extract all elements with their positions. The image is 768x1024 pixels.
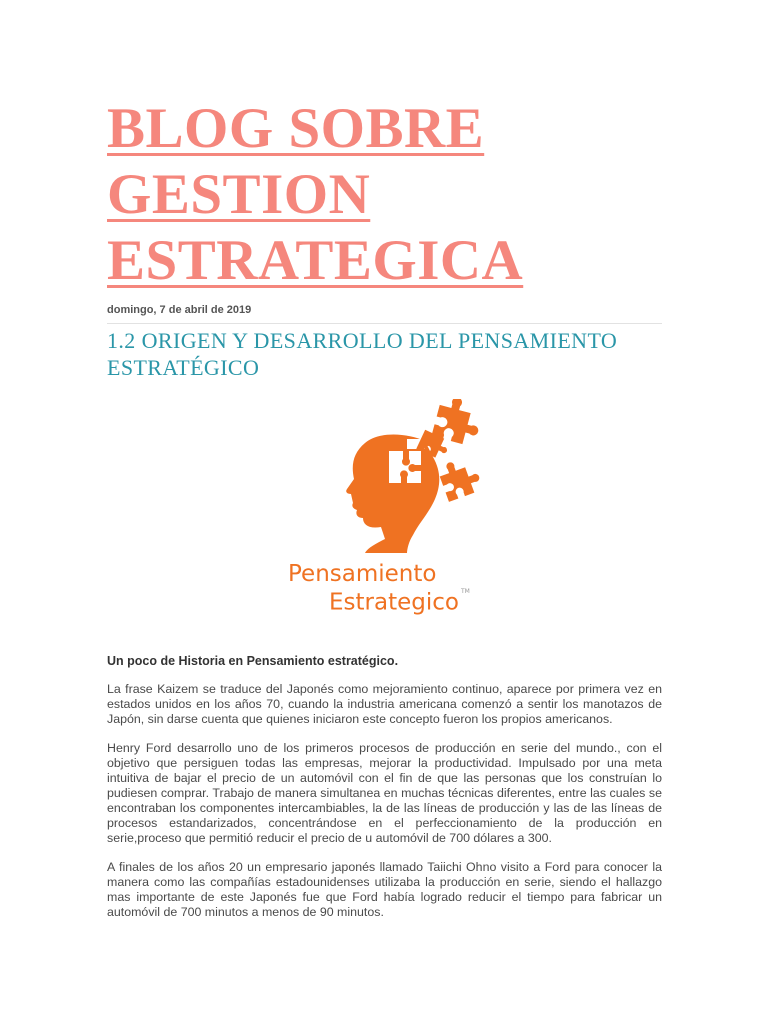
blog-title[interactable] [107,0,662,294]
image-caption-line-1: Pensamiento [288,561,437,587]
section-heading: Un poco de Historia en Pensamiento estratégico. [107,654,399,668]
image-caption-line-2 [288,587,488,616]
image-caption-line-2-text: Estrategico [329,589,459,616]
blog-title-line-2[interactable]: GESTION [107,163,371,226]
blog-title-line-1[interactable]: BLOG SOBRE [107,97,485,160]
post-title[interactable] [107,327,662,381]
paragraph-3: A finales de los años 20 un empresario japonés llamado Taiichi Ohno visito a Ford para conocer la manera como las compañías estadounidenses utilizaba la producción en serie, siendo el hallazgo mas importante de este Japonés fue que Ford había logrado reducir el tiempo para fabricar un automóvil de 700 minutos a menos de 90 minutos. [107,860,662,919]
post-title-line-2[interactable]: ESTRATÉGICO [107,355,260,380]
image-caption [288,561,488,616]
blog-title-line-3[interactable]: ESTRATEGICA [107,229,524,292]
post-title-line-1[interactable]: 1.2 ORIGEN Y DESARROLLO DEL PENSAMIENTO [107,328,618,353]
paragraph-2: Henry Ford desarrollo uno de los primeros procesos de producción en serie del mundo., con el objetivo que persiguen todas las empresas, mejorar la productividad. Impulsado por una meta intuitiva de bajar el precio de un automóvil con el fin de que las personas que los construían lo pudiesen comprar. Trabajo de manera simultanea en muchas técnicas diferentes, entre las cuales se encontraban los componentes intercambiables, la de las líneas de producción y las de las líneas de procesos estandarizados, concentrándose en el perfeccionamiento de la producción en serie,proceso que permitió reducir el precio de u automóvil de 700 dólares a 300. [107,741,662,845]
trademark-mark: TM [460,588,470,595]
post-divider [107,323,662,324]
post-date: domingo, 7 de abril de 2019 [107,304,252,316]
post-image [107,399,662,629]
paragraph-1: La frase Kaizem se traduce del Japonés como mejoramiento continuo, aparece por primera vez en estados unidos en los años 70, cuando la industria americana comenzó a sentir los manotazos de Japón, sin darse cuenta que quienes iniciaron este concepto fueron los propios americanos. [107,682,662,726]
